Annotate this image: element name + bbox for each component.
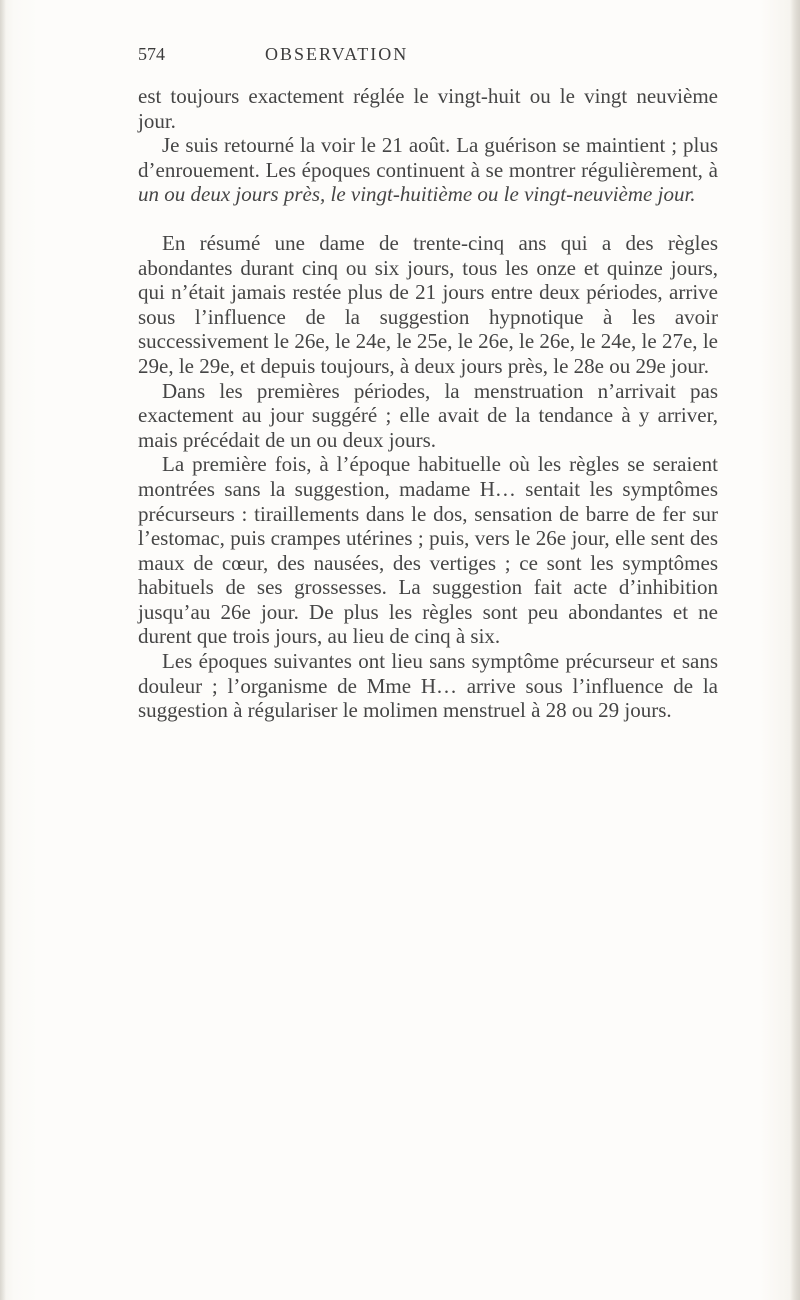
running-title: OBSERVATION [265,44,409,64]
paragraph-5: La première fois, à l’époque habituelle où les règles se seraient montrées sans la suggestion, madame H… sentait les symptômes précurseurs : tiraillements dans le dos, sensation de barre de fer sur l’estomac, puis crampes utérines ; puis, vers le 26e jour, elle sent des maux de cœur, des nausées, des vertiges ; ce sont les symptômes habituels de ses grossesses. La suggestion fait acte d’inhibition jusqu’au 26e jour. De plus les règles sont peu abondantes et ne durent que trois jours, au lieu de cinq à six. [138,452,718,649]
body-text [138,84,718,723]
paragraph-1: est toujours exactement réglée le vingt-huit ou le vingt neuvième jour. [138,84,718,133]
page-gutter-right [790,0,800,1300]
paragraph-3: En résumé une dame de trente-cinq ans qui a des règles abondantes durant cinq ou six jours, tous les onze et quinze jours, qui n’était jamais restée plus de 21 jours entre deux périodes, arrive sous l’influence de la suggestion hypnotique à les avoir successivement le 26e, le 24e, le 25e, le 26e, le 26e, le 24e, le 27e, le 29e, le 29e, et depuis toujours, à deux jours près, le 28e ou 29e jour. [138,230,718,378]
page-number: 574 [138,44,165,64]
paragraph-6: Les époques suivantes ont lieu sans symptôme précurseur et sans douleur ; l’organisme de Mme H… arrive sous l’influence de la suggestion à régulariser le molimen menstruel à 28 ou 29 jours. [138,649,718,723]
running-head [138,44,718,68]
paragraph-2-text: Je suis retourné la voir le 21 août. La guérison se maintient ; plus d’enrouement. Les époques continuent à se montrer régulièrement, à [138,133,718,182]
paragraph-gap [138,207,718,231]
paragraph-2-italic: un ou deux jours près, le vingt-huitième ou le vingt-neuvième jour. [138,182,696,207]
page-gutter-left [0,0,6,1300]
paragraph-2 [138,133,718,207]
paragraph-4: Dans les premières périodes, la menstruation n’arrivait pas exactement au jour suggéré ; elle avait de la tendance à y arriver, mais précédait de un ou deux jours. [138,378,718,452]
